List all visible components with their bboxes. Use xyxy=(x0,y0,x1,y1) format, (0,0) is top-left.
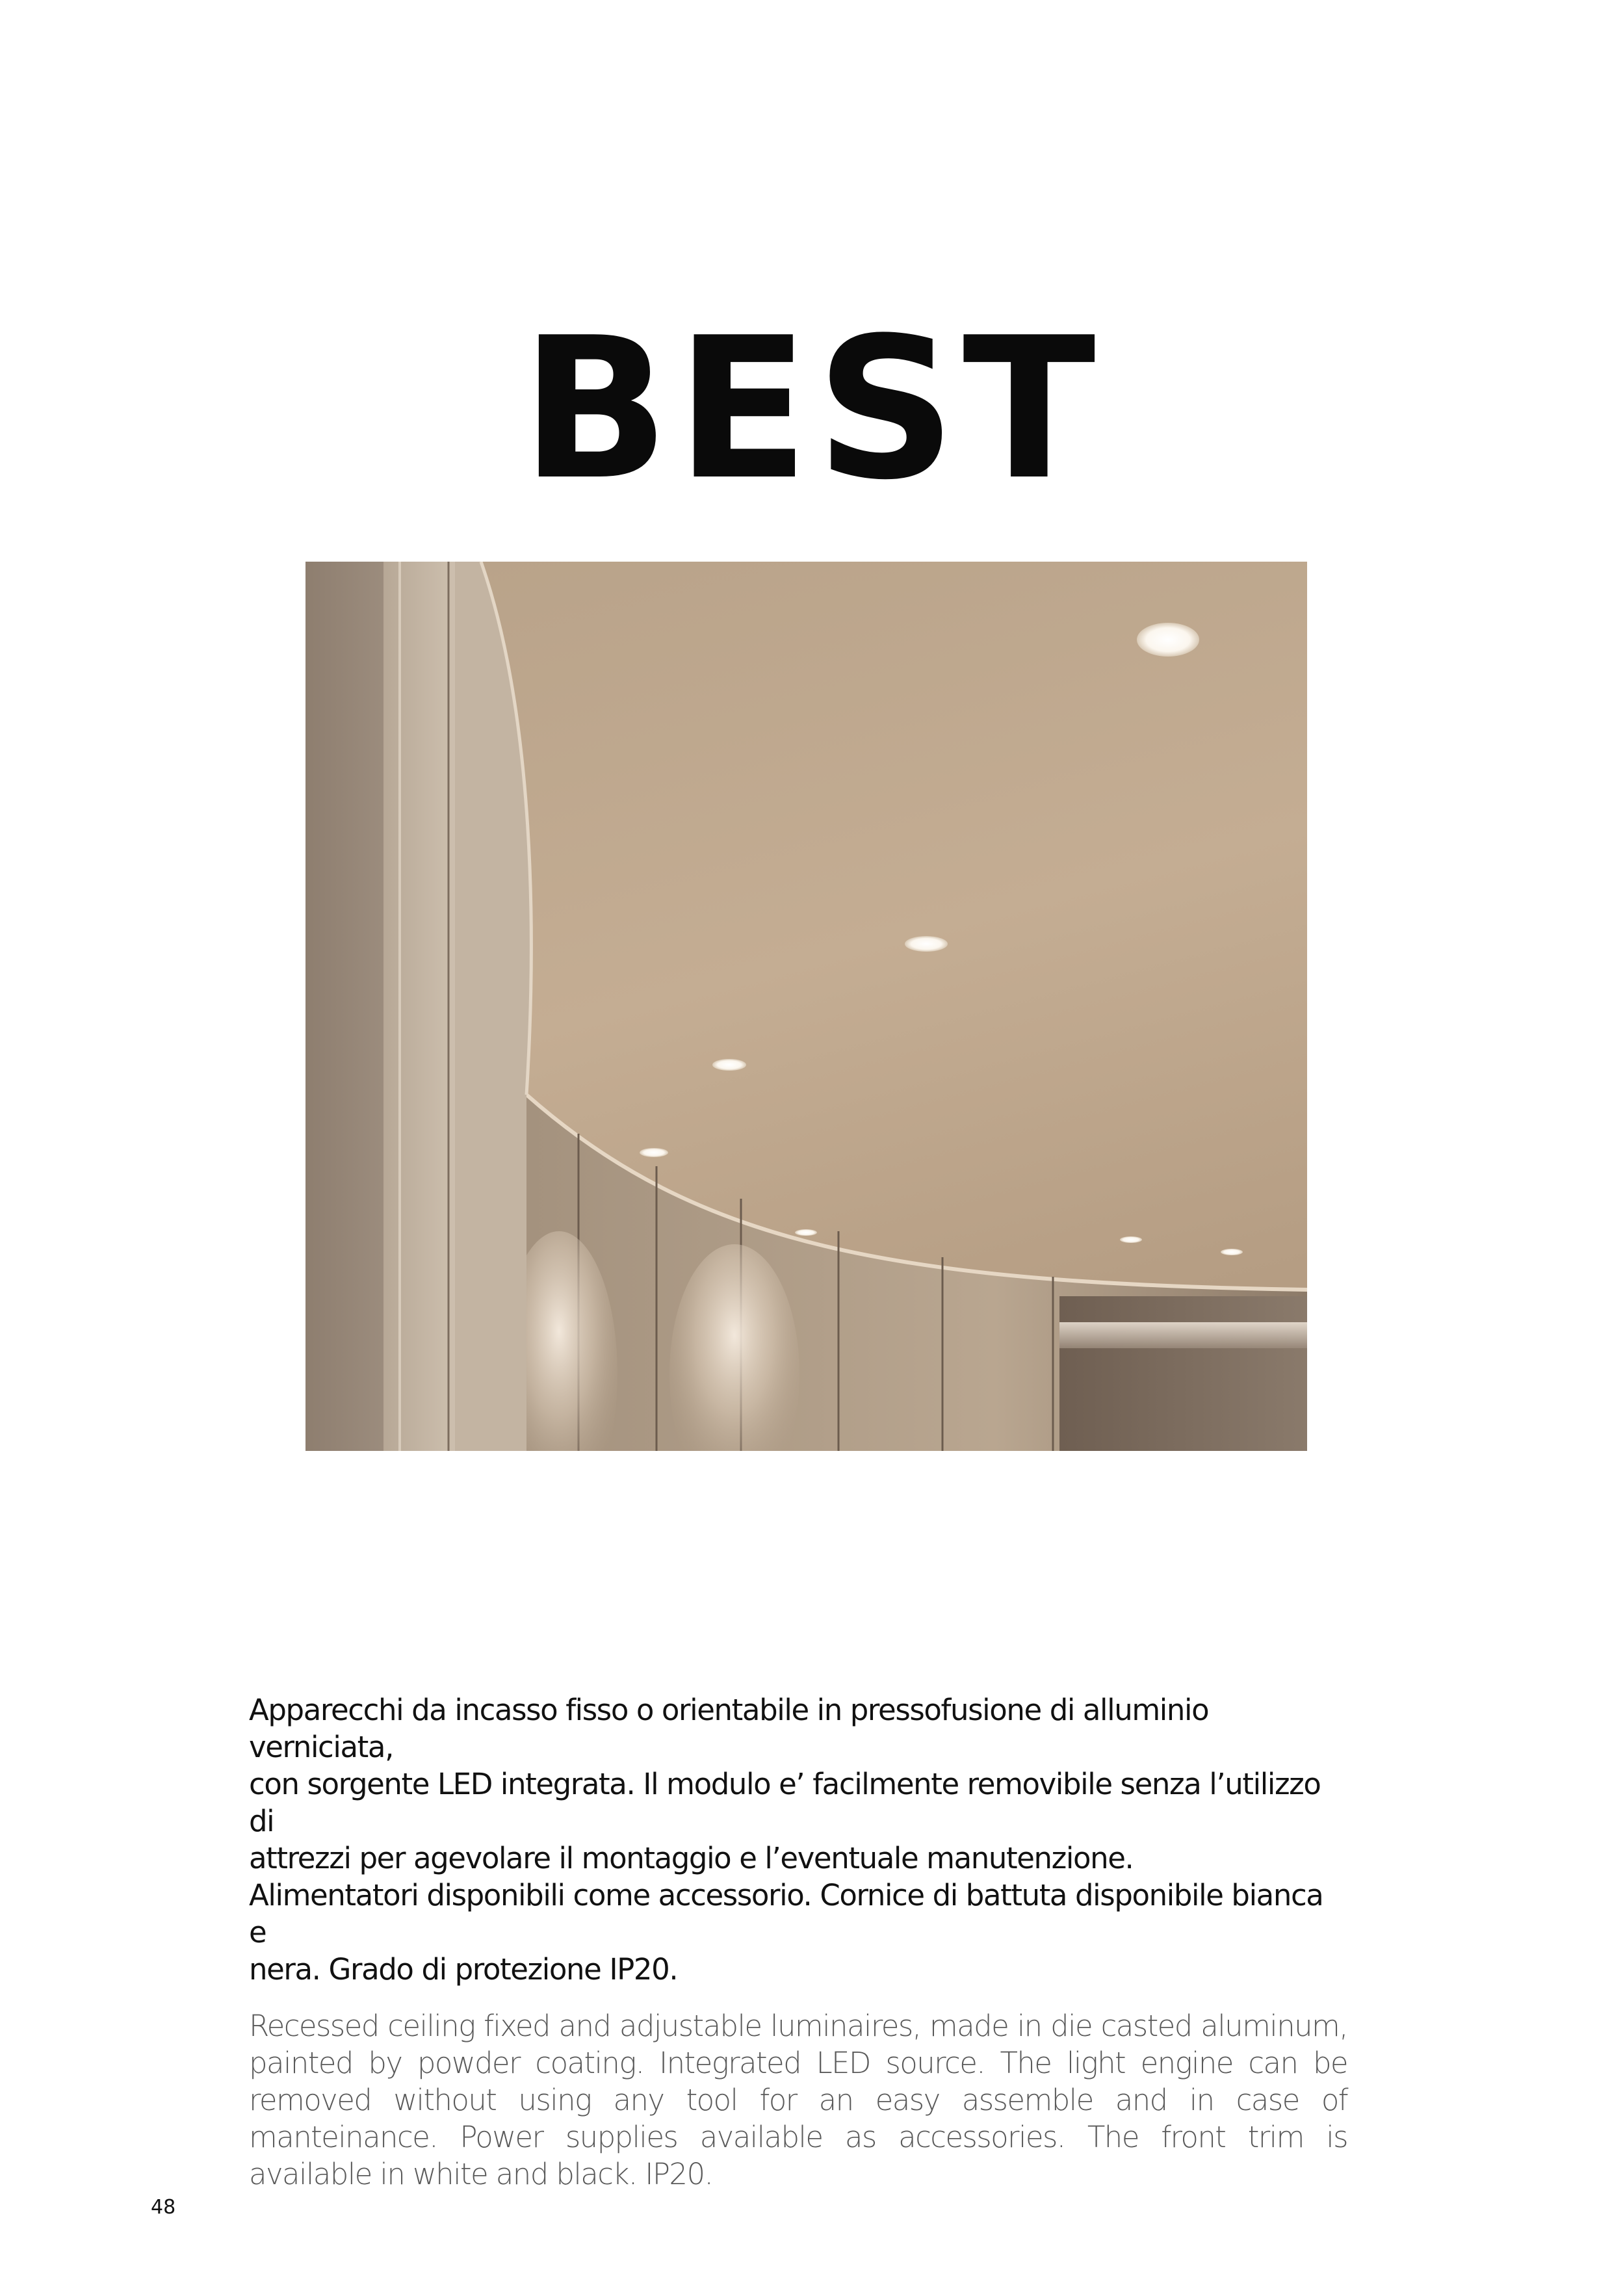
description-italian: Apparecchi da incasso fisso o orientabile in pressofusione di alluminio verniciata, con sorgente LED integrata. Il modulo e’ facilmente removibile senza l’utilizzo di attrezzi per agevolare il montaggio e l’eventuale manutenzione. Alimentatori disponibili come accessorio. Cornice di battuta disponibile bianca e nera. Grado di protezione IP20. xyxy=(249,1693,1323,1987)
page-number: 48 xyxy=(151,2196,176,2219)
product-title: BEST xyxy=(521,296,1102,523)
description-block xyxy=(249,1691,1347,2193)
description-english: Recessed ceiling fixed and adjustable luminaires, made in die casted aluminum, painted by powder coating. Integrated LED source. The light engine can be removed without using any tool for an easy assemble and in case of manteinance. Power supplies available as accessories. The front trim is available in white and black. IP20. xyxy=(249,2009,1347,2191)
product-photo xyxy=(305,562,1307,1451)
